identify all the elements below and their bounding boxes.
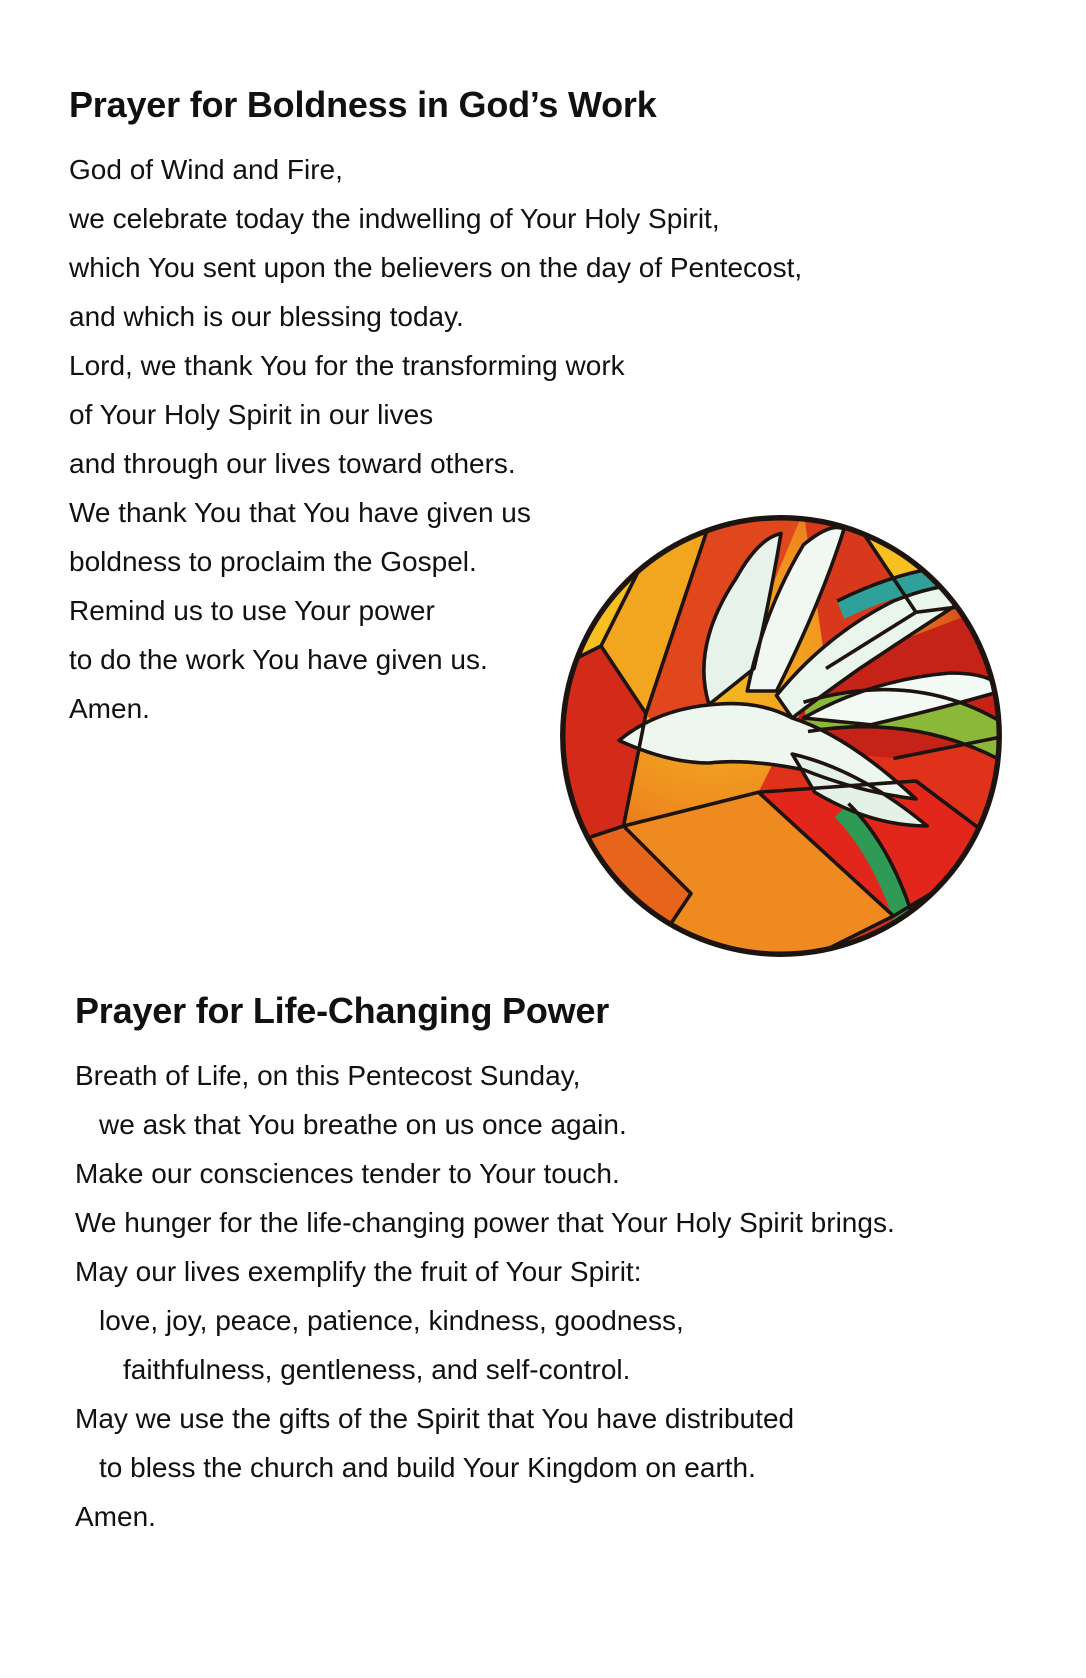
prayer-line: love, joy, peace, patience, kindness, goodness,	[99, 1305, 684, 1336]
stained-glass-dove-icon	[556, 511, 1006, 961]
prayer-line: Make our consciences tender to Your touch.	[75, 1158, 620, 1189]
prayer-line: Lord, we thank You for the transforming work	[69, 350, 625, 381]
prayer-line: May we use the gifts of the Spirit that You have distributed	[75, 1403, 795, 1434]
prayer-line: and through our lives toward others.	[69, 448, 516, 479]
prayer-power-text	[75, 1051, 895, 1541]
prayer-line: and which is our blessing today.	[69, 301, 464, 332]
prayer-line: We hunger for the life-changing power that Your Holy Spirit brings.	[75, 1207, 895, 1238]
prayer-line: Breath of Life, on this Pentecost Sunday,	[75, 1060, 581, 1091]
prayer-boldness-title: Prayer for Boldness in God’s Work	[69, 84, 657, 125]
prayer-line: of Your Holy Spirit in our lives	[69, 399, 434, 430]
prayer-line: we ask that You breathe on us once again.	[99, 1109, 627, 1140]
prayer-line: faithfulness, gentleness, and self-control.	[123, 1354, 631, 1385]
prayer-power	[75, 991, 895, 1541]
prayer-line: to do the work You have given us.	[69, 644, 488, 675]
prayer-line: We thank You that You have given us	[69, 497, 531, 528]
prayer-line-amen: Amen.	[75, 1501, 156, 1532]
prayer-power-title: Prayer for Life-Changing Power	[75, 990, 610, 1031]
prayer-line: we celebrate today the indwelling of Your Holy Spirit,	[69, 203, 720, 234]
prayer-line-amen: Amen.	[69, 693, 150, 724]
prayer-line: to bless the church and build Your Kingdom on earth.	[99, 1452, 756, 1483]
prayer-line: God of Wind and Fire,	[69, 154, 343, 185]
prayer-line: which You sent upon the believers on the day of Pentecost,	[69, 252, 803, 283]
prayer-line: May our lives exemplify the fruit of Your Spirit:	[75, 1256, 642, 1287]
prayer-line: boldness to proclaim the Gospel.	[69, 546, 477, 577]
prayer-line: Remind us to use Your power	[69, 595, 435, 626]
